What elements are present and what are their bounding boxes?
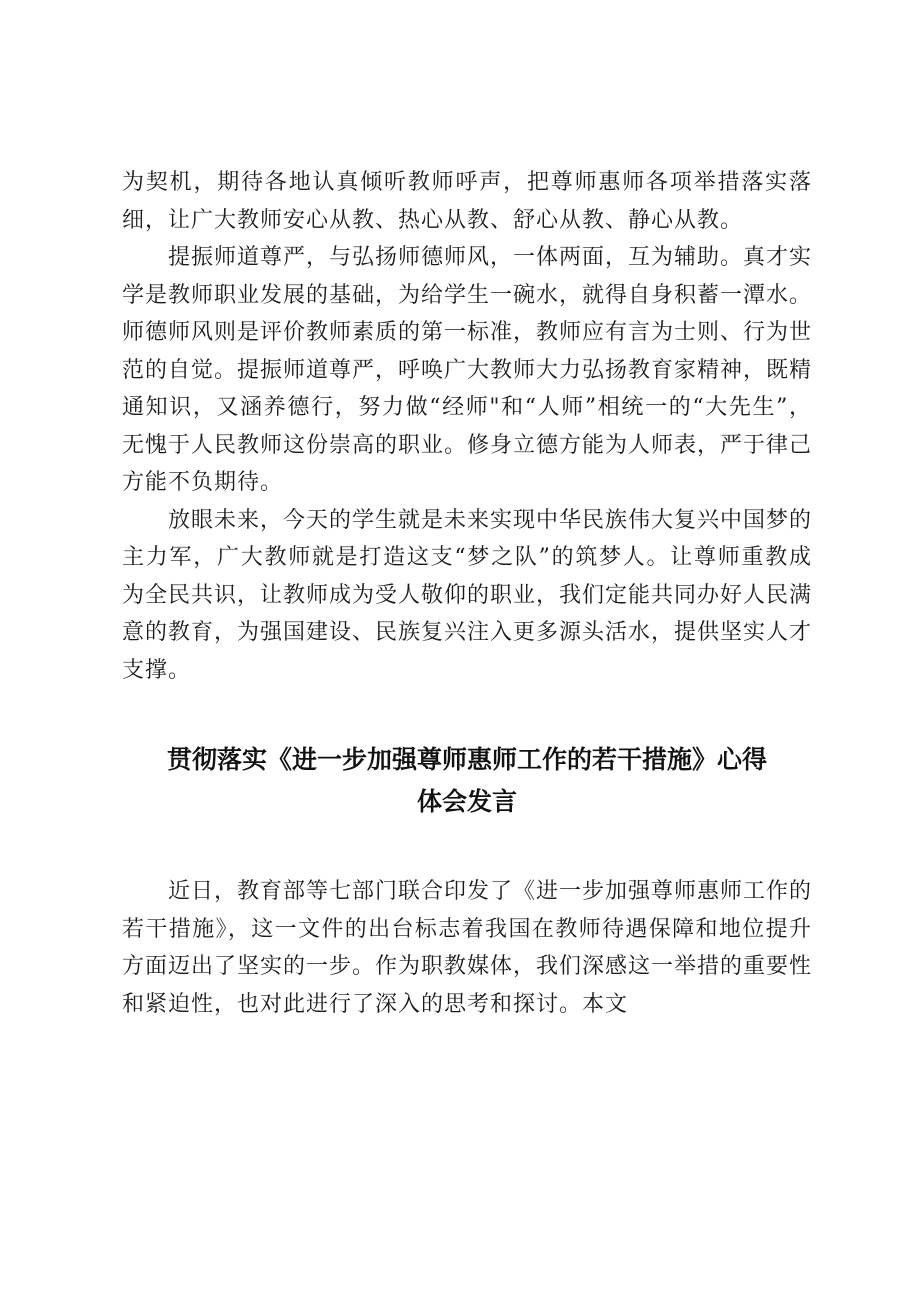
section-title-line-2: 体会发言 [416, 787, 517, 816]
section-title-line-1: 贯彻落实《进一步加强尊师惠师工作的若干措施》心得 [166, 745, 767, 774]
section-title [122, 739, 812, 823]
paragraph-teacher-dignity: 提振师道尊严，与弘扬师德师风，一体两面，互为辅助。真才实学是教师职业发展的基础，为给学生一碗水，就得自身积蓄一潭水。师德师风则是评价教师素质的第一标准，教师应有言为士则、行为世范的自觉。提振师道尊严，呼唤广大教师大力弘扬教育家精神，既精通知识，又涵养德行，努力做“经师"和“人师”相统一的“大先生”，无愧于人民教师这份崇高的职业。修身立德方能为人师表，严于律己方能不负期待。 [122, 245, 813, 495]
paragraph-future: 放眼未来，今天的学生就是未来实现中华民族伟大复兴中国梦的主力军，广大教师就是打造这支“梦之队”的筑梦人。让尊师重教成为全民共识，让教师成为受人敬仰的职业，我们定能共同办好人民满意的教育，为强国建设、民族复兴注入更多源头活水，提供坚实人才支撑。 [122, 507, 813, 683]
paragraph-intro: 近日，教育部等七部门联合印发了《进一步加强尊师惠师工作的若干措施》，这一文件的出台标志着我国在教师待遇保障和地位提升方面迈出了坚实的一步。作为职教媒体，我们深感这一举措的重要性和紧迫性，也对此进行了深入的思考和探讨。本文 [122, 879, 813, 1017]
continued-paragraph: 为契机，期待各地认真倾听教师呼声，把尊师惠师各项举措落实落细，让广大教师安心从教、热心从教、舒心从教、静心从教。 [122, 170, 812, 233]
document-body [122, 164, 812, 1023]
